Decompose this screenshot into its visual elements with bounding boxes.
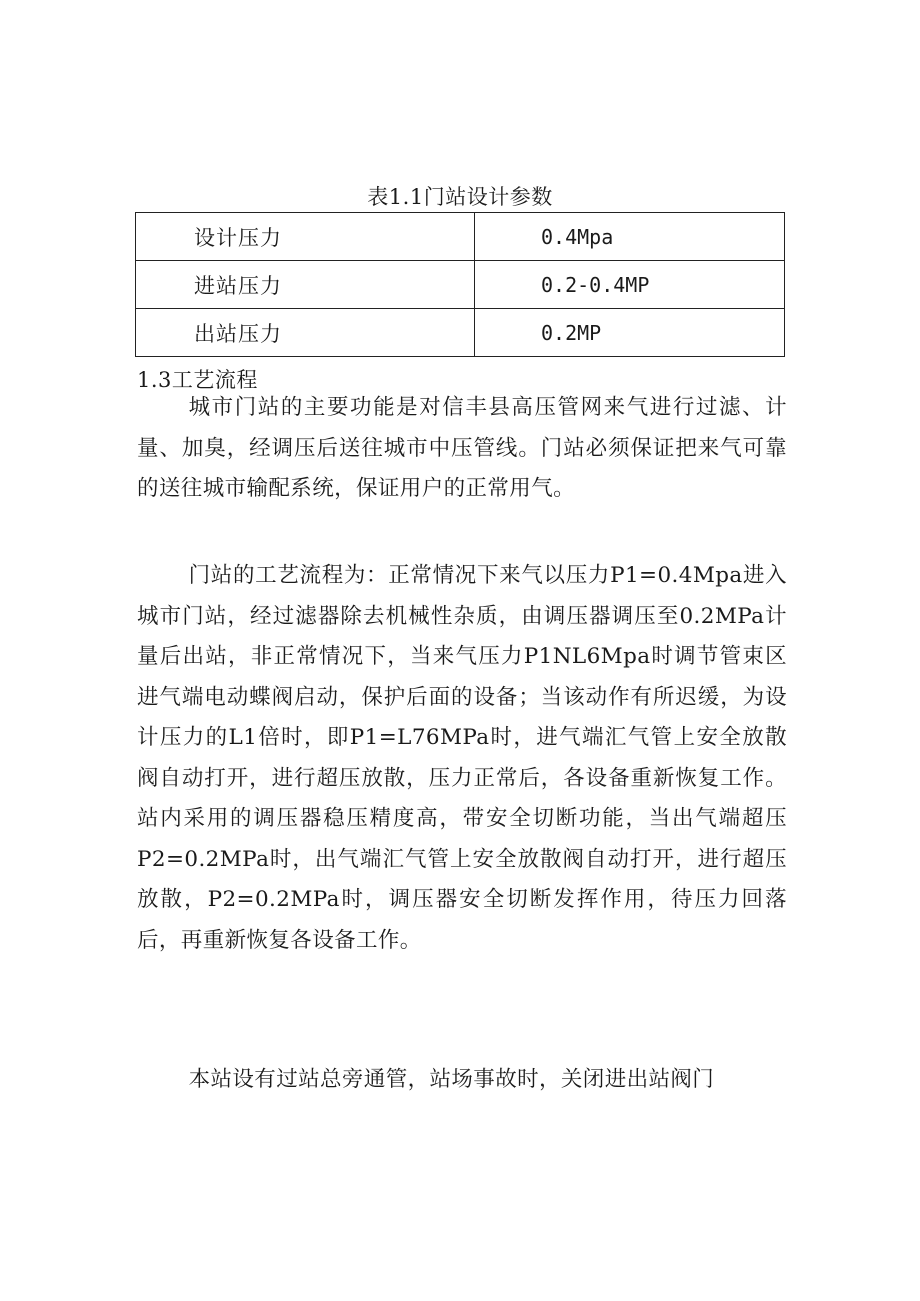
table-cell-value: 0.2MP xyxy=(475,309,785,357)
body-paragraph: 本站设有过站总旁通管，站场事故时，关闭进出站阀门 xyxy=(188,1067,715,1092)
table-caption: 表1.1门站设计参数 xyxy=(367,185,553,209)
table-cell-parameter: 进站压力 xyxy=(136,261,475,309)
table-cell-value: 0.4Mpa xyxy=(475,213,785,261)
table-row xyxy=(136,309,785,357)
design-parameter-table xyxy=(135,212,785,357)
section-heading: 1.3工艺流程 xyxy=(137,368,258,392)
table-cell-value: 0.2-0.4MP xyxy=(475,261,785,309)
table-row xyxy=(136,261,785,309)
table-cell-parameter: 设计压力 xyxy=(136,213,475,261)
table-row xyxy=(136,213,785,261)
body-paragraph: 城市门站的主要功能是对信丰县高压管网来气进行过滤、计量、加臭，经调压后送往城市中压管线。门站必须保证把来气可靠的送往城市输配系统，保证用户的正常用气。 xyxy=(137,395,787,501)
table-cell-parameter: 出站压力 xyxy=(136,309,475,357)
body-paragraph: 门站的工艺流程为：正常情况下来气以压力P1=0.4Mpa进入城市门站，经过滤器除去机械性杂质，由调压器调压至0.2MPa计量后出站，非正常情况下，当来气压力P1NL6Mpa时调节管束区进气端电动蝶阀启动，保护后面的设备；当该动作有所迟缓，为设计压力的L1倍时，即P1=L76MPa时，进气端汇气管上安全放散阀自动打开，进行超压放散，压力正常后，各设备重新恢复工作。站内采用的调压器稳压精度高，带安全切断功能，当出气端超压P2=0.2MPa时，出气端汇气管上安全放散阀自动打开，进行超压放散，P2=0.2MPa时，调压器安全切断发挥作用，待压力回落后，再重新恢复各设备工作。 xyxy=(137,563,787,953)
